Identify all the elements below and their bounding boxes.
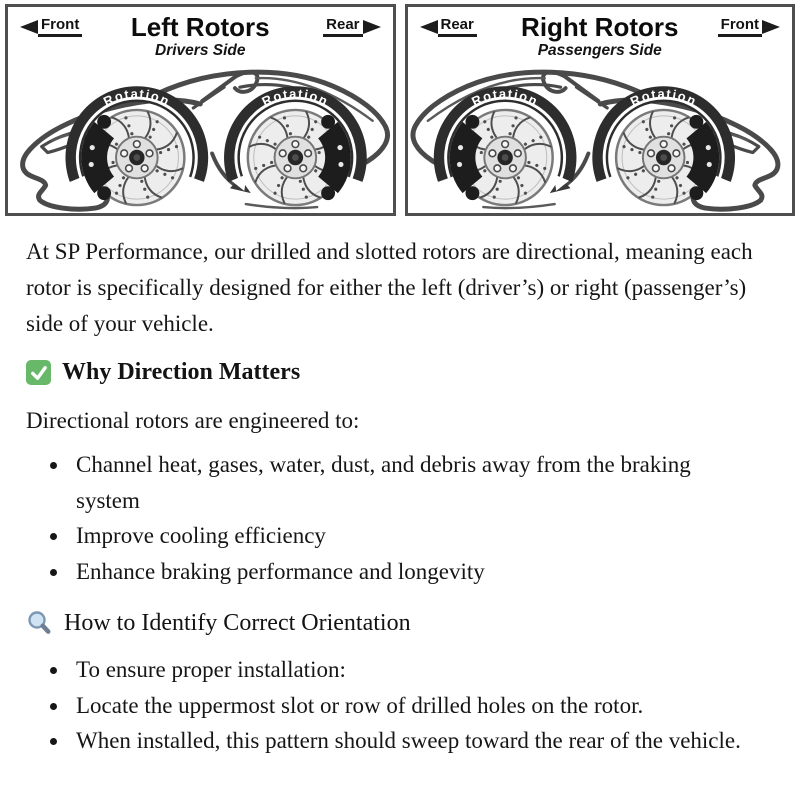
- orientation-list: [26, 652, 774, 759]
- left-car-sketch: [8, 7, 393, 213]
- engineered-lead: Directional rotors are engineered to:: [26, 408, 360, 433]
- front-label: Front: [38, 17, 82, 37]
- rotation-label: Rotation: [100, 85, 173, 110]
- list-item: • Enhance braking performance and longevity: [70, 554, 756, 590]
- rear-label: Rear: [438, 17, 477, 37]
- list-item: • Improve cooling efficiency: [70, 518, 756, 554]
- list-item: • When installed, this pattern should sweep toward the rear of the vehicle.: [70, 723, 756, 759]
- rear-label: Rear: [323, 17, 362, 37]
- list-item: • To ensure proper installation:: [70, 652, 756, 688]
- left-rotors-panel: [5, 4, 396, 216]
- check-mark-icon: [26, 360, 51, 385]
- rotation-label: Rotation: [259, 85, 332, 110]
- rotor-direction-diagram: [0, 0, 800, 216]
- rotation-label: Rotation: [468, 85, 541, 110]
- heading-text: How to Identify Correct Orientation: [64, 610, 411, 636]
- right-car-sketch: [408, 7, 793, 213]
- orientation-heading: [26, 606, 774, 640]
- panel-title: Left Rotors: [130, 12, 270, 42]
- intro-paragraph: At SP Performance, our drilled and slotted rotors are directional, meaning each rotor is specifically designed for either the left (driver’s) or right (passenger’s) side of your vehicle.: [26, 239, 753, 336]
- magnifying-glass-icon: [26, 610, 53, 637]
- article: [0, 216, 800, 759]
- heading-text: Why Direction Matters: [62, 359, 301, 385]
- front-label: Front: [718, 17, 762, 37]
- panel-subtitle: Drivers Side: [155, 41, 246, 59]
- benefits-list: [26, 447, 774, 589]
- list-item: • Channel heat, gases, water, dust, and debris away from the braking system: [70, 447, 756, 518]
- rotation-label: Rotation: [627, 85, 700, 110]
- panel-title: Right Rotors: [521, 12, 679, 42]
- why-direction-heading: [26, 355, 774, 389]
- list-item: • Locate the uppermost slot or row of drilled holes on the rotor.: [70, 688, 756, 724]
- right-rotors-panel: [405, 4, 796, 216]
- panel-subtitle: Passengers Side: [537, 41, 662, 59]
